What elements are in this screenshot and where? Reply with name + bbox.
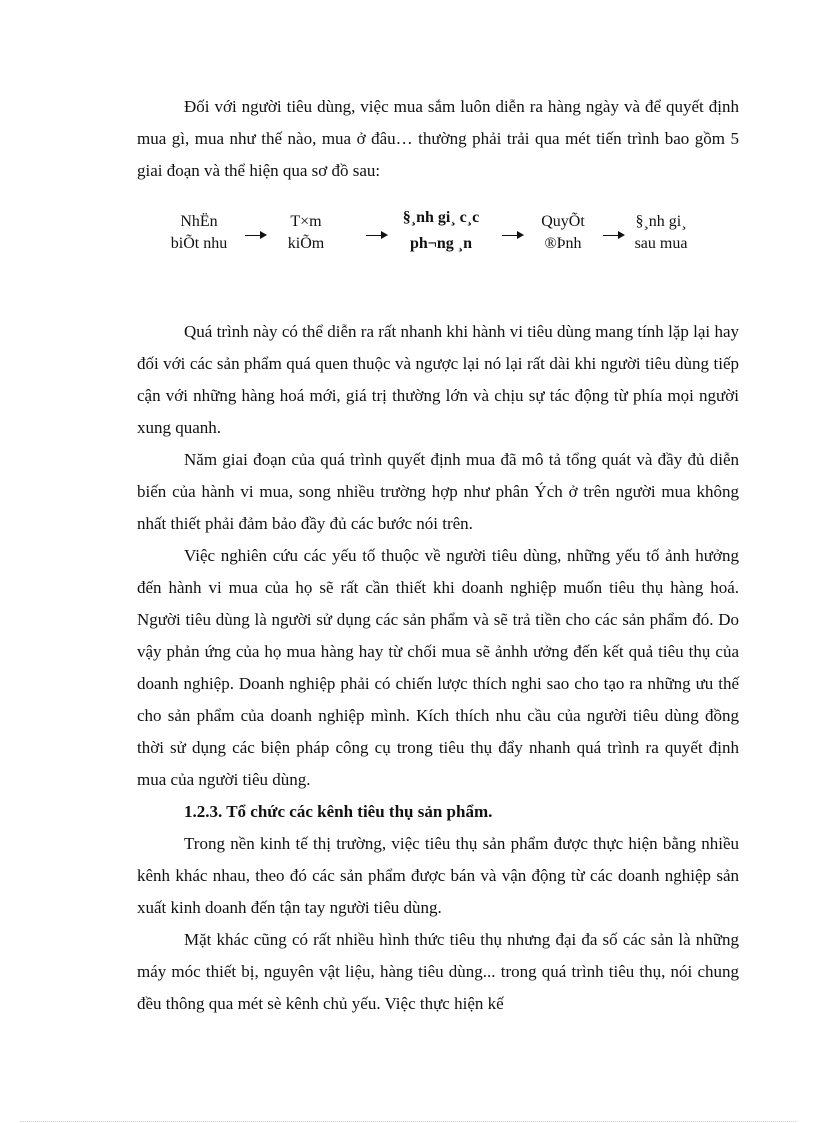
step-3-line-1: §¸nh gi¸ c¸c bbox=[402, 209, 480, 226]
body-text bbox=[137, 316, 739, 1020]
paragraph-1: Quá trình này có thể diễn ra rất nhanh khi hành vi tiêu dùng mang tính lặp lại hay đối với các sản phẩm quá quen thuộc và ngược lại nó lại rất dài khi người tiêu dùng tiếp cận với những hàng hoá mới, giá trị thường lớn và chịu sự tác động từ phía mọi người xung quanh. bbox=[137, 322, 739, 437]
arrow-4 bbox=[603, 235, 623, 236]
step-5-line-1: §¸nh gi¸ bbox=[635, 213, 687, 230]
step-1-line-2: biÕt nhu bbox=[170, 235, 228, 252]
section-paragraph-1: Trong nền kinh tế thị trường, việc tiêu thụ sản phẩm được thực hiện bằng nhiều kênh khác nhau, theo đó các sản phẩm được bán và vận động từ các doanh nghiệp sản xuất kinh doanh đến tận tay người tiêu dùng. bbox=[137, 834, 739, 917]
intro-block bbox=[137, 91, 739, 187]
step-2-line-2: kiÕm bbox=[287, 235, 325, 252]
paragraph-3: Việc nghiên cứu các yếu tố thuộc về người tiêu dùng, những yếu tố ảnh hưởng đến hành vi mua của họ sẽ rất cần thiết khi doanh nghiệp muốn tiêu thụ hàng hoá. Người tiêu dùng là người sử dụng các sản phẩm và sẽ trả tiền cho các sản phẩm đó. Do vậy phản ứng của họ mua hàng hay từ chối mua sẽ ảnhh ưởng đến kết quả tiêu thụ của doanh nghiệp. Doanh nghiệp phải có chiến lược thích nghi sao cho tạo ra những ưu thế cho sản phẩm của doanh nghiệp mình. Kích thích nhu cầu của người tiêu dùng đồng thời sử dụng các biện pháp công cụ trong tiêu thụ đẩy nhanh quá trình ra quyết định mua của người tiêu dùng. bbox=[137, 546, 739, 789]
section-paragraph-2: Mặt khác cũng có rất nhiều hình thức tiêu thụ nhưng đại đa số các sản là những máy móc thiết bị, nguyên vật liệu, hàng tiêu dùng... trong quá trình tiêu thụ, nói chung đều thông qua mét sè kênh chủ yếu. Việc thực hiện kế bbox=[137, 930, 739, 1013]
arrow-2 bbox=[366, 235, 386, 236]
step-search bbox=[274, 211, 338, 255]
arrow-3 bbox=[502, 235, 522, 236]
intro-paragraph: Đối với người tiêu dùng, việc mua sắm luôn diễn ra hàng ngày và để quyết định mua gì, mua như thế nào, mua ở đâu… thường phải trải qua mét tiến trình bao gồm 5 giai đoạn và thể hiện qua sơ đồ sau: bbox=[137, 97, 739, 180]
paragraph-2: Năm giai đoạn của quá trình quyết định mua đã mô tả tổng quát và đầy đủ diễn biến của hành vi mua, song nhiều trường hợp như phân Ých ở trên người mua không nhất thiết phải đảm bảo đầy đủ các bước nói trên. bbox=[137, 450, 739, 533]
step-1-line-1: NhËn bbox=[180, 213, 218, 230]
section-heading: 1.2.3. Tổ chức các kênh tiêu thụ sản phẩm. bbox=[184, 802, 493, 821]
page-bottom-divider bbox=[20, 1121, 796, 1122]
step-4-line-2: ®Þnh bbox=[544, 235, 582, 252]
step-evaluate-options bbox=[388, 207, 494, 255]
step-need-recognition bbox=[160, 211, 238, 255]
step-3-line-2: ph¬ng ¸n bbox=[409, 235, 473, 252]
arrow-1 bbox=[245, 235, 265, 236]
step-5-line-2: sau mua bbox=[634, 235, 688, 252]
step-decision bbox=[528, 211, 598, 255]
step-post-purchase bbox=[624, 211, 698, 255]
step-2-line-1: T×m bbox=[290, 213, 322, 230]
step-4-line-1: QuyÕt bbox=[541, 213, 585, 230]
